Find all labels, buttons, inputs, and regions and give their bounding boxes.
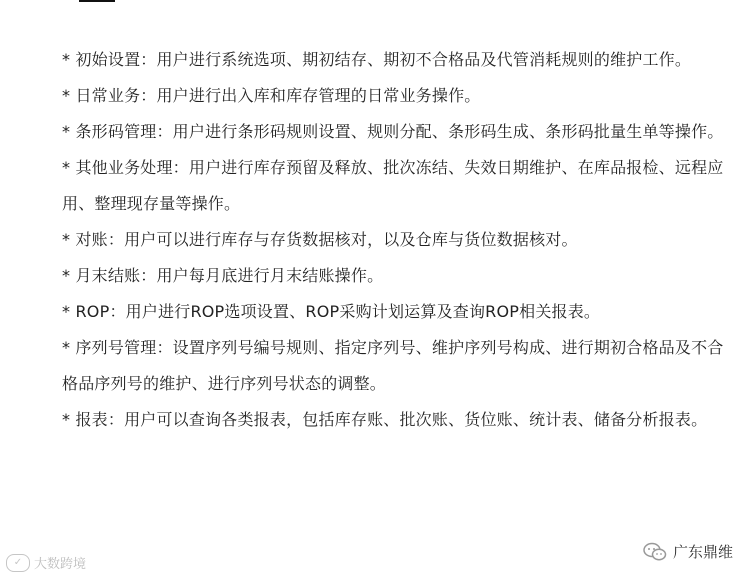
document-body [62,42,727,438]
watermark-left [6,553,86,572]
list-item-other-business: * 其他业务处理：用户进行库存预留及释放、批次冻结、失效日期维护、在库品报检、远程应用、整理现存量等操作。 [62,158,724,213]
list-item-reconciliation: * 对账：用户可以进行库存与存货数据核对，以及仓库与货位数据核对。 [62,230,578,249]
list-item-rop: * ROP：用户进行ROP选项设置、ROP采购计划运算及查询ROP相关报表。 [62,302,601,321]
watermark-right-text: 广东鼎维 [672,543,733,561]
watermark-right [643,541,733,562]
list-item-daily-business: * 日常业务：用户进行出入库和库存管理的日常业务操作。 [62,86,481,105]
list-item-initial-setup: * 初始设置：用户进行系统选项、期初结存、期初不合格品及代管消耗规则的维护工作。 [62,50,692,69]
brand-logo-icon: ✓ [6,554,30,572]
list-item-serial-number: * 序列号管理：设置序列号编号规则、指定序列号、维护序列号构成、进行期初合格品及不合格品序列号的维护、进行序列号状态的调整。 [62,338,724,393]
watermark-left-text: 大数跨境 [34,557,87,572]
list-item-reports: * 报表：用户可以查询各类报表，包括库存账、批次账、货位账、统计表、储备分析报表。 [62,410,708,429]
list-item-barcode-management: * 条形码管理：用户进行条形码规则设置、规则分配、条形码生成、条形码批量生单等操作。 [62,122,724,141]
wechat-icon [643,542,667,562]
top-divider [79,0,115,2]
list-item-month-end-closing: * 月末结账：用户每月底进行月末结账操作。 [62,266,384,285]
